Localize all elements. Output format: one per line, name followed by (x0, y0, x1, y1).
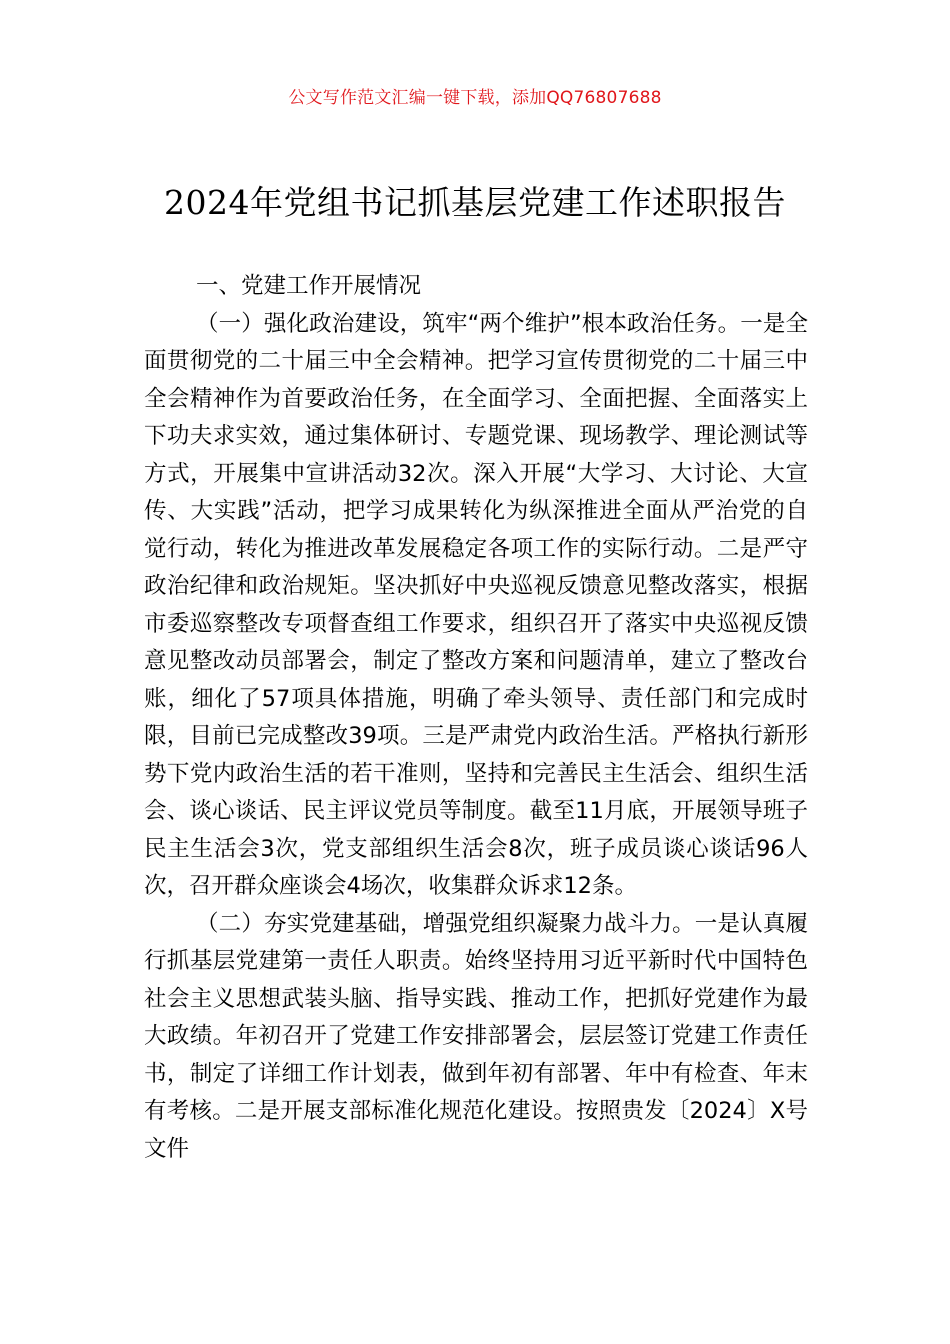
document-body (144, 268, 808, 1168)
paragraph-political-construction: （一）强化政治建设，筑牢“两个维护”根本政治任务。一是全面贯彻党的二十届三中全会精神。把学习宣传贯彻党的二十届三中全会精神作为首要政治任务，在全面学习、全面把握、全面落实上下功夫求实效，通过集体研讨、专题党课、现场教学、理论测试等方式，开展集中宣讲活动32次。深入开展“大学习、大讨论、大宣传、大实践”活动，把学习成果转化为纵深推进全面从严治党的自觉行动，转化为推进改革发展稳定各项工作的实际行动。二是严守政治纪律和政治规矩。坚决抓好中央巡视反馈意见整改落实，根据市委巡察整改专项督查组工作要求，组织召开了落实中央巡视反馈意见整改动员部署会，制定了整改方案和问题清单，建立了整改台账，细化了57项具体措施，明确了牵头领导、责任部门和完成时限，目前已完成整改39项。三是严肃党内政治生活。严格执行新形势下党内政治生活的若干准则，坚持和完善民主生活会、组织生活会、谈心谈话、民主评议党员等制度。截至11月底，开展领导班子民主生活会3次，党支部组织生活会8次，班子成员谈心谈话96人次，召开群众座谈会4场次，收集群众诉求12条。 (144, 310, 808, 899)
section-heading: 一、党建工作开展情况 (196, 273, 422, 299)
header-watermark-note: 公文写作范文汇编一键下载，添加QQ76807688 (288, 88, 662, 108)
document-title: 2024年党组书记抓基层党建工作述职报告 (164, 183, 786, 222)
paragraph-party-foundation: （二）夯实党建基础，增强党组织凝聚力战斗力。一是认真履行抓基层党建第一责任人职责。始终坚持用习近平新时代中国特色社会主义思想武装头脑、指导实践、推动工作，把抓好党建作为最大政绩。年初召开了党建工作安排部署会，层层签订党建工作责任书，制定了详细工作计划表，做到年初有部署、年中有检查、年末有考核。二是开展支部标准化规范化建设。按照贵发〔2024〕X号文件 (144, 910, 808, 1162)
